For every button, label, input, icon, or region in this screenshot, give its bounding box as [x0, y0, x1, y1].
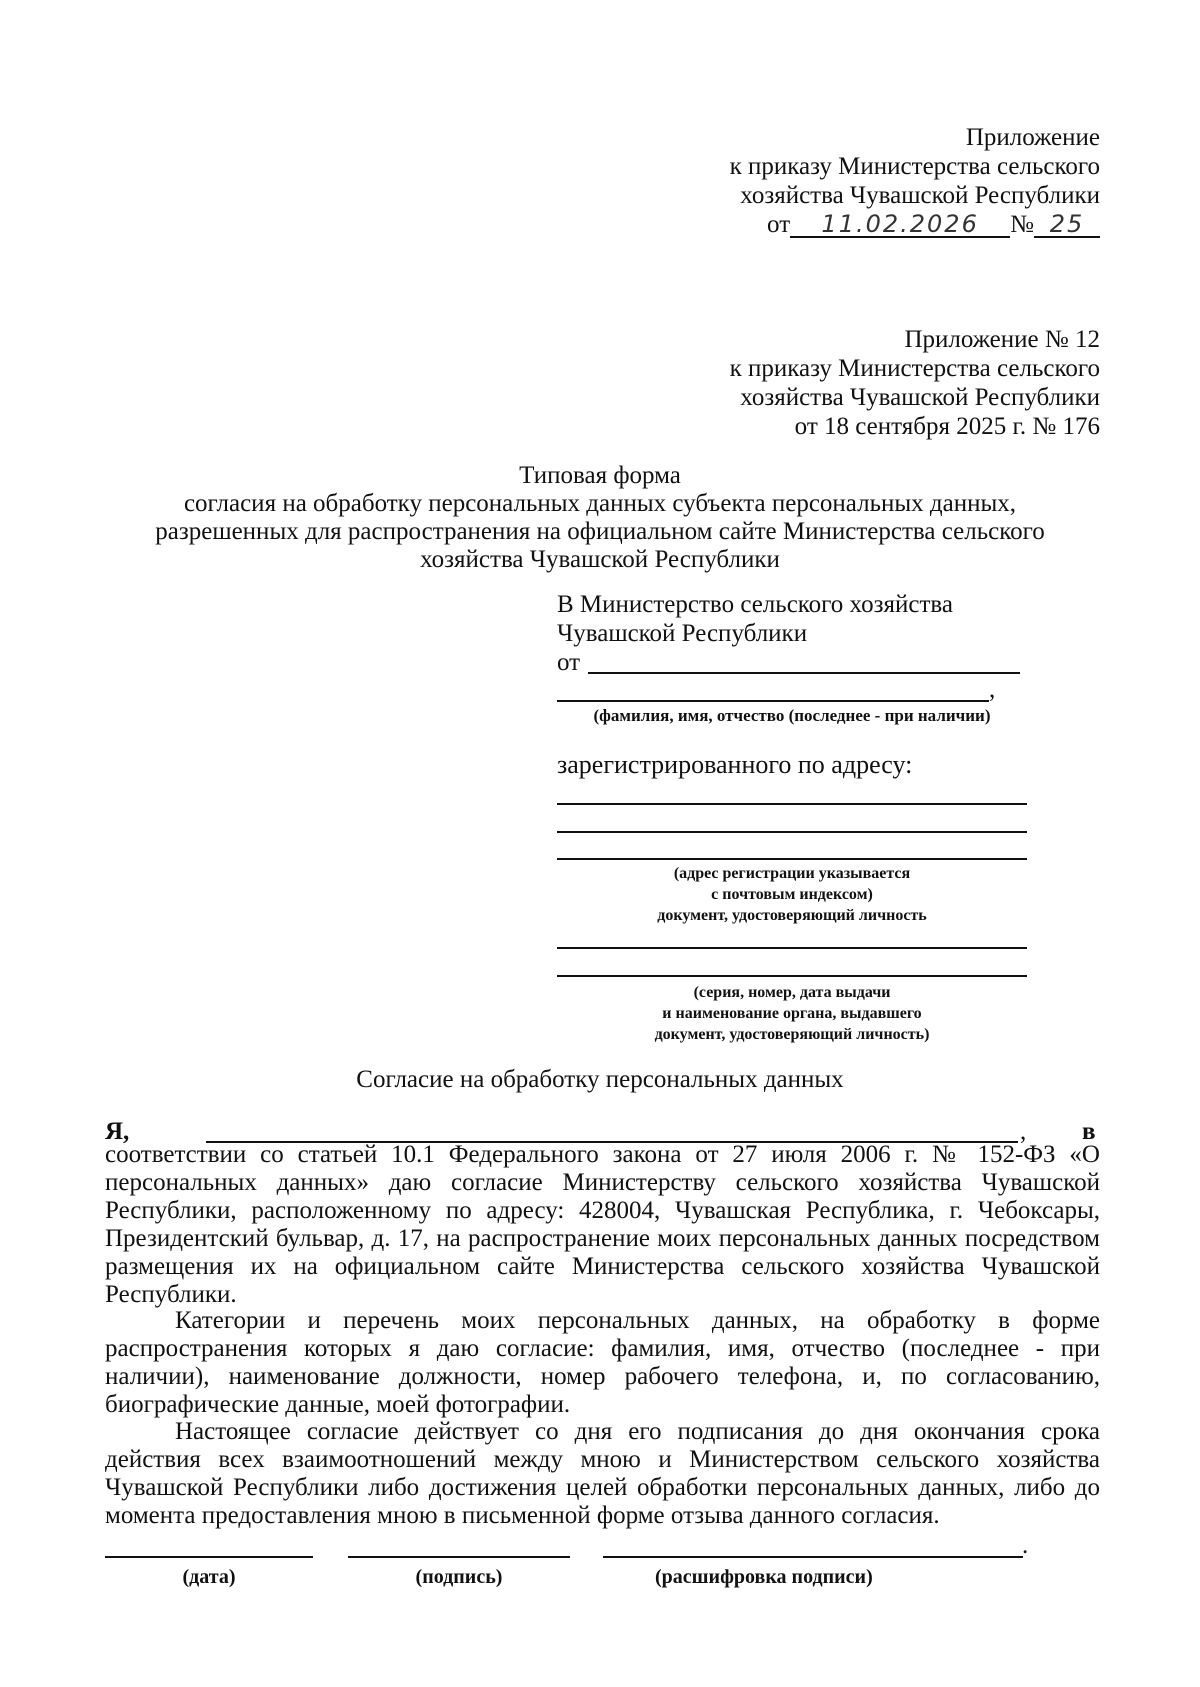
consent-paragraph3: Настоящее согласие действует со дня его подписания до дня окончания срока действия всех взаимоотношений между мною и Министерством сельского хозяйства Чувашской Республики либо достижения целей обработки персональных данных, либо до момента предоставления мною в письменной форме отзыва данного согласия.: [105, 1418, 1100, 1529]
order-date-line: [730, 210, 1100, 239]
order-date-handwritten: 11.02.2026: [821, 210, 979, 238]
order-header-line3: хозяйства Чувашской Республики: [740, 182, 1100, 209]
form-title-line4: хозяйства Чувашской Республики: [420, 546, 780, 573]
intro-pronoun: Я,: [105, 1118, 130, 1145]
form-title-line3: разрешенных для распространения на официальном сайте Министерства сельского: [155, 518, 1045, 545]
id-doc-line2[interactable]: [557, 975, 1027, 977]
signature-label: (подпись): [415, 1566, 503, 1588]
signature-line[interactable]: [348, 1556, 570, 1558]
form-title: [100, 462, 1100, 574]
order-header-line1: Приложение: [965, 124, 1100, 151]
consent-paragraph2: Категории и перечень моих персональных данных, на обработку в форме распространения которых я даю согласие: фамилия, имя, отчество (последнее - при наличии), наименование должности, номер рабочего телефона, и, по согласованию, биографические данные, моей фотографии.: [105, 1307, 1100, 1418]
from-name-line1[interactable]: [588, 672, 1020, 674]
date-label: (дата): [182, 1566, 236, 1588]
address-line2[interactable]: [557, 831, 1027, 833]
decode-label: (расшифровка подписи): [655, 1566, 873, 1588]
registered-label: зарегистрированного по адресу:: [557, 750, 913, 779]
order-header: [730, 123, 1100, 239]
address-line3[interactable]: [557, 858, 1027, 860]
appendix12-line2: к приказу Министерства сельского: [729, 355, 1100, 382]
id-doc-label: документ, удостоверяющий личность: [657, 907, 927, 924]
doc-hint1: (серия, номер, дата выдачи: [693, 984, 891, 1001]
addressee-line2: Чувашской Республики: [557, 620, 808, 647]
name-hint: (фамилия, имя, отчество (последнее - при наличии): [593, 706, 991, 725]
order-number-handwritten: 25: [1049, 210, 1085, 238]
date-line[interactable]: [105, 1556, 313, 1558]
appendix12-line1: Приложение № 12: [904, 326, 1100, 353]
appendix12-header: [730, 325, 1100, 441]
form-title-line2: согласия на обработку персональных данных субъекта персональных данных,: [183, 490, 1017, 517]
consent-heading: Согласие на обработку персональных данных: [356, 1066, 844, 1093]
doc-hint3: документ, удостоверяющий личность): [654, 1026, 930, 1043]
from-name-line2[interactable]: [557, 700, 989, 702]
addressee-from-label: от: [557, 649, 581, 676]
from-name-comma: ,: [989, 676, 996, 703]
address-line1[interactable]: [557, 803, 1027, 805]
order-number-prefix: №: [1010, 211, 1034, 238]
id-doc-line1[interactable]: [557, 947, 1027, 949]
address-hint2: с почтовым индексом): [711, 886, 873, 903]
form-title-line1: Типовая форма: [519, 462, 681, 489]
appendix12-line4: от 18 сентября 2025 г. № 176: [794, 413, 1100, 440]
order-number-field: [1034, 210, 1100, 238]
order-header-line2: к приказу Министерства сельского: [729, 153, 1100, 180]
intro-in: в: [1082, 1118, 1096, 1145]
order-date-prefix: от: [767, 211, 791, 238]
consent-paragraph1: соответствии со статьей 10.1 Федерального закона от 27 июля 2006 г. № 152-ФЗ «О персональных данных» даю согласие Министерству сельского хозяйства Чувашской Республики, расположенному по адресу: 428004, Чувашская Республика, г. Чебоксары, Президентский бульвар, д. 17, на распространение моих персональных данных посредством размещения их на официальном сайте Министерства сельского хозяйства Чувашской Республики.: [105, 1141, 1100, 1308]
appendix12-line3: хозяйства Чувашской Республики: [740, 384, 1100, 411]
addressee-line1: В Министерство сельского хозяйства: [557, 591, 953, 618]
order-date-field: [790, 210, 1010, 238]
address-hint1: (адрес регистрации указывается: [673, 865, 911, 882]
signature-end-dot: .: [1022, 1532, 1029, 1559]
intro-comma: ,: [1020, 1118, 1027, 1145]
doc-hint2: и наименование органа, выдавшего: [662, 1005, 922, 1022]
decode-line[interactable]: [603, 1556, 1023, 1558]
